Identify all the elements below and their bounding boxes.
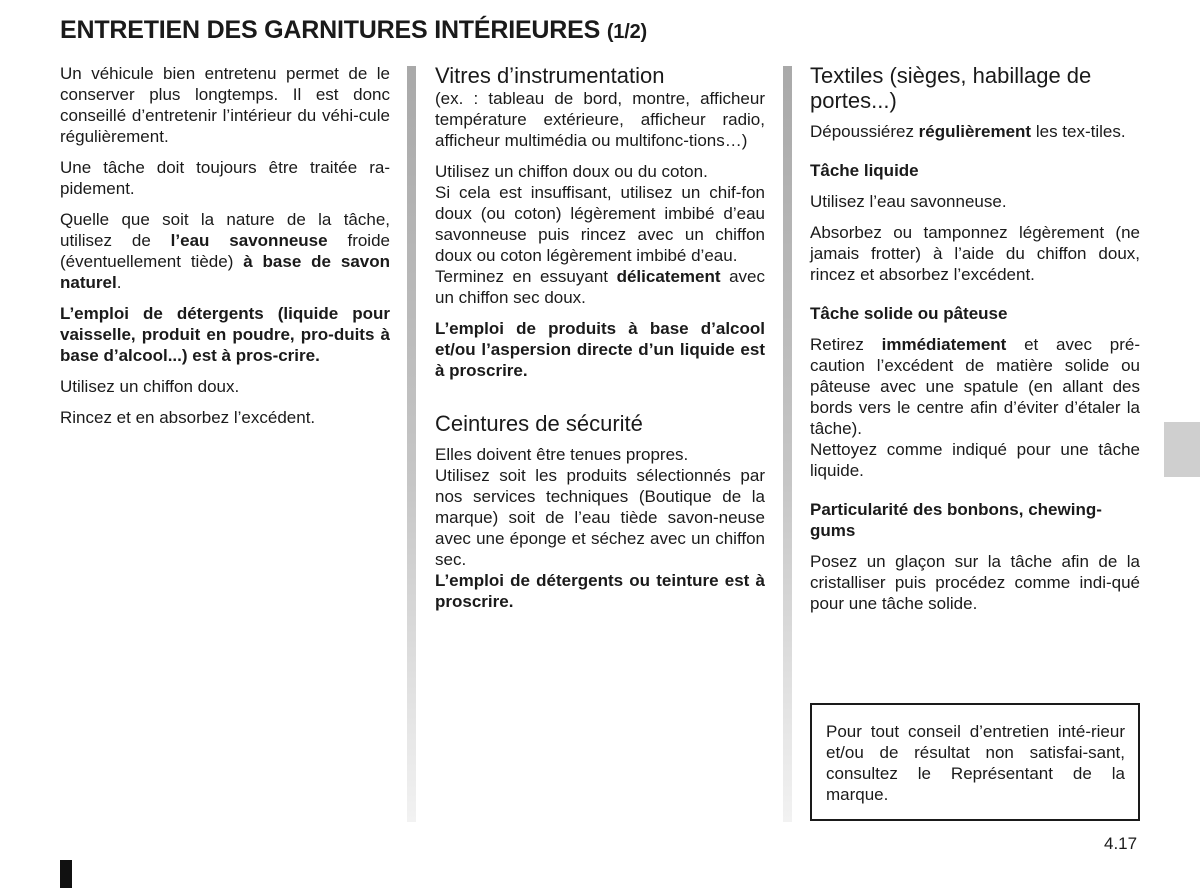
page-number: 4.17	[1104, 834, 1138, 853]
cotton-paragraph: Utilisez un chiffon doux ou du coton.	[435, 162, 708, 181]
seatbelts-clean-paragraph: Elles doivent être tenues propres.	[435, 445, 689, 464]
instrumentation-intro: (ex. : tableau de bord, montre, afficheur température extérieure, afficheur radio, afficheur multimédia ou multifonc-tions…)	[435, 89, 765, 150]
page-title-part: (1/2)	[606, 21, 647, 43]
seatbelts-title: Ceintures de sécurité	[435, 411, 643, 436]
alcohol-warning: L’emploi de produits à base d’alcool et/ou l’aspersion directe d’un liquide est à proscrire.	[435, 319, 765, 380]
absorb-paragraph: Absorbez ou tamponnez légèrement (ne jamais frotter) à l’aide du chiffon doux, rincez et absorbez l’excédent.	[810, 223, 1140, 284]
soft-cloth-paragraph: Utilisez un chiffon doux.	[60, 377, 240, 396]
page-title	[60, 16, 647, 45]
liquid-stain-subtitle: Tâche liquide	[810, 161, 919, 180]
textiles-title: Textiles (sièges, habillage de portes...)	[810, 63, 1092, 113]
advice-notice-box: Pour tout conseil d’entretien inté-rieur et/ou de résultat non satisfai-sant, consultez le Représentant de la marque.	[810, 703, 1140, 821]
ice-paragraph: Posez un glaçon sur la tâche afin de la cristalliser puis procédez comme indi-qué pour une tâche solide.	[810, 552, 1140, 613]
column-divider-2	[783, 66, 792, 822]
finish-paragraph: Terminez en essuyant délicatement avec un chiffon sec doux.	[435, 267, 765, 307]
column-divider-1	[407, 66, 416, 822]
dust-paragraph: Dépoussiérez régulièrement les tex-tiles.	[810, 122, 1126, 141]
remove-paragraph: Retirez immédiatement et avec pré-caution l’excédent de matière solide ou pâteuse avec une spatule (en allant des bords vers le centre afin d’éviter d’étaler la tâche).	[810, 335, 1140, 438]
solid-stain-subtitle: Tâche solide ou pâteuse	[810, 304, 1008, 323]
column-textiles	[810, 63, 1140, 624]
detergent-warning: L’emploi de détergents (liquide pour vaisselle, produit en poudre, pro-duits à base d’alcool...) est à pros-crire.	[60, 304, 390, 365]
insufficient-paragraph: Si cela est insuffisant, utilisez un chif-fon doux (ou coton) légèrement imbibé d’eau savonneuse puis rincez avec un chiffon doux ou coton légèrement imbibé d’eau.	[435, 183, 765, 265]
candy-gum-subtitle: Particularité des bonbons, chewing-gums	[810, 500, 1102, 540]
soap-paragraph: Quelle que soit la nature de la tâche, utilisez de l’eau savonneuse froide (éventuellement tiède) à base de savon naturel.	[60, 210, 390, 292]
intro-paragraph: Un véhicule bien entretenu permet de le conserver plus longtemps. Il est donc conseillé d’entretenir l’intérieur du véhi-cule régulièrement.	[60, 64, 390, 146]
section-tab-marker	[1164, 422, 1200, 477]
page-title-text: ENTRETIEN DES GARNITURES INTÉRIEURES	[60, 16, 601, 44]
column-instrumentation	[435, 63, 765, 622]
clean-like-liquid-paragraph: Nettoyez comme indiqué pour une tâche liquide.	[810, 440, 1140, 480]
seatbelts-products-paragraph: Utilisez soit les produits sélectionnés par nos services techniques (Boutique de la marque) soit de l’eau tiède savon-neuse avec une éponge et séchez avec un chiffon sec.	[435, 466, 765, 569]
stain-paragraph: Une tâche doit toujours être traitée ra-pidement.	[60, 158, 390, 198]
rinse-paragraph: Rincez et en absorbez l’excédent.	[60, 408, 316, 427]
column-intro	[60, 63, 390, 438]
corner-crop-mark	[60, 860, 72, 888]
soapy-water-paragraph: Utilisez l’eau savonneuse.	[810, 192, 1007, 211]
instrumentation-title: Vitres d’instrumentation	[435, 63, 665, 88]
dye-warning: L’emploi de détergents ou teinture est à proscrire.	[435, 571, 765, 611]
